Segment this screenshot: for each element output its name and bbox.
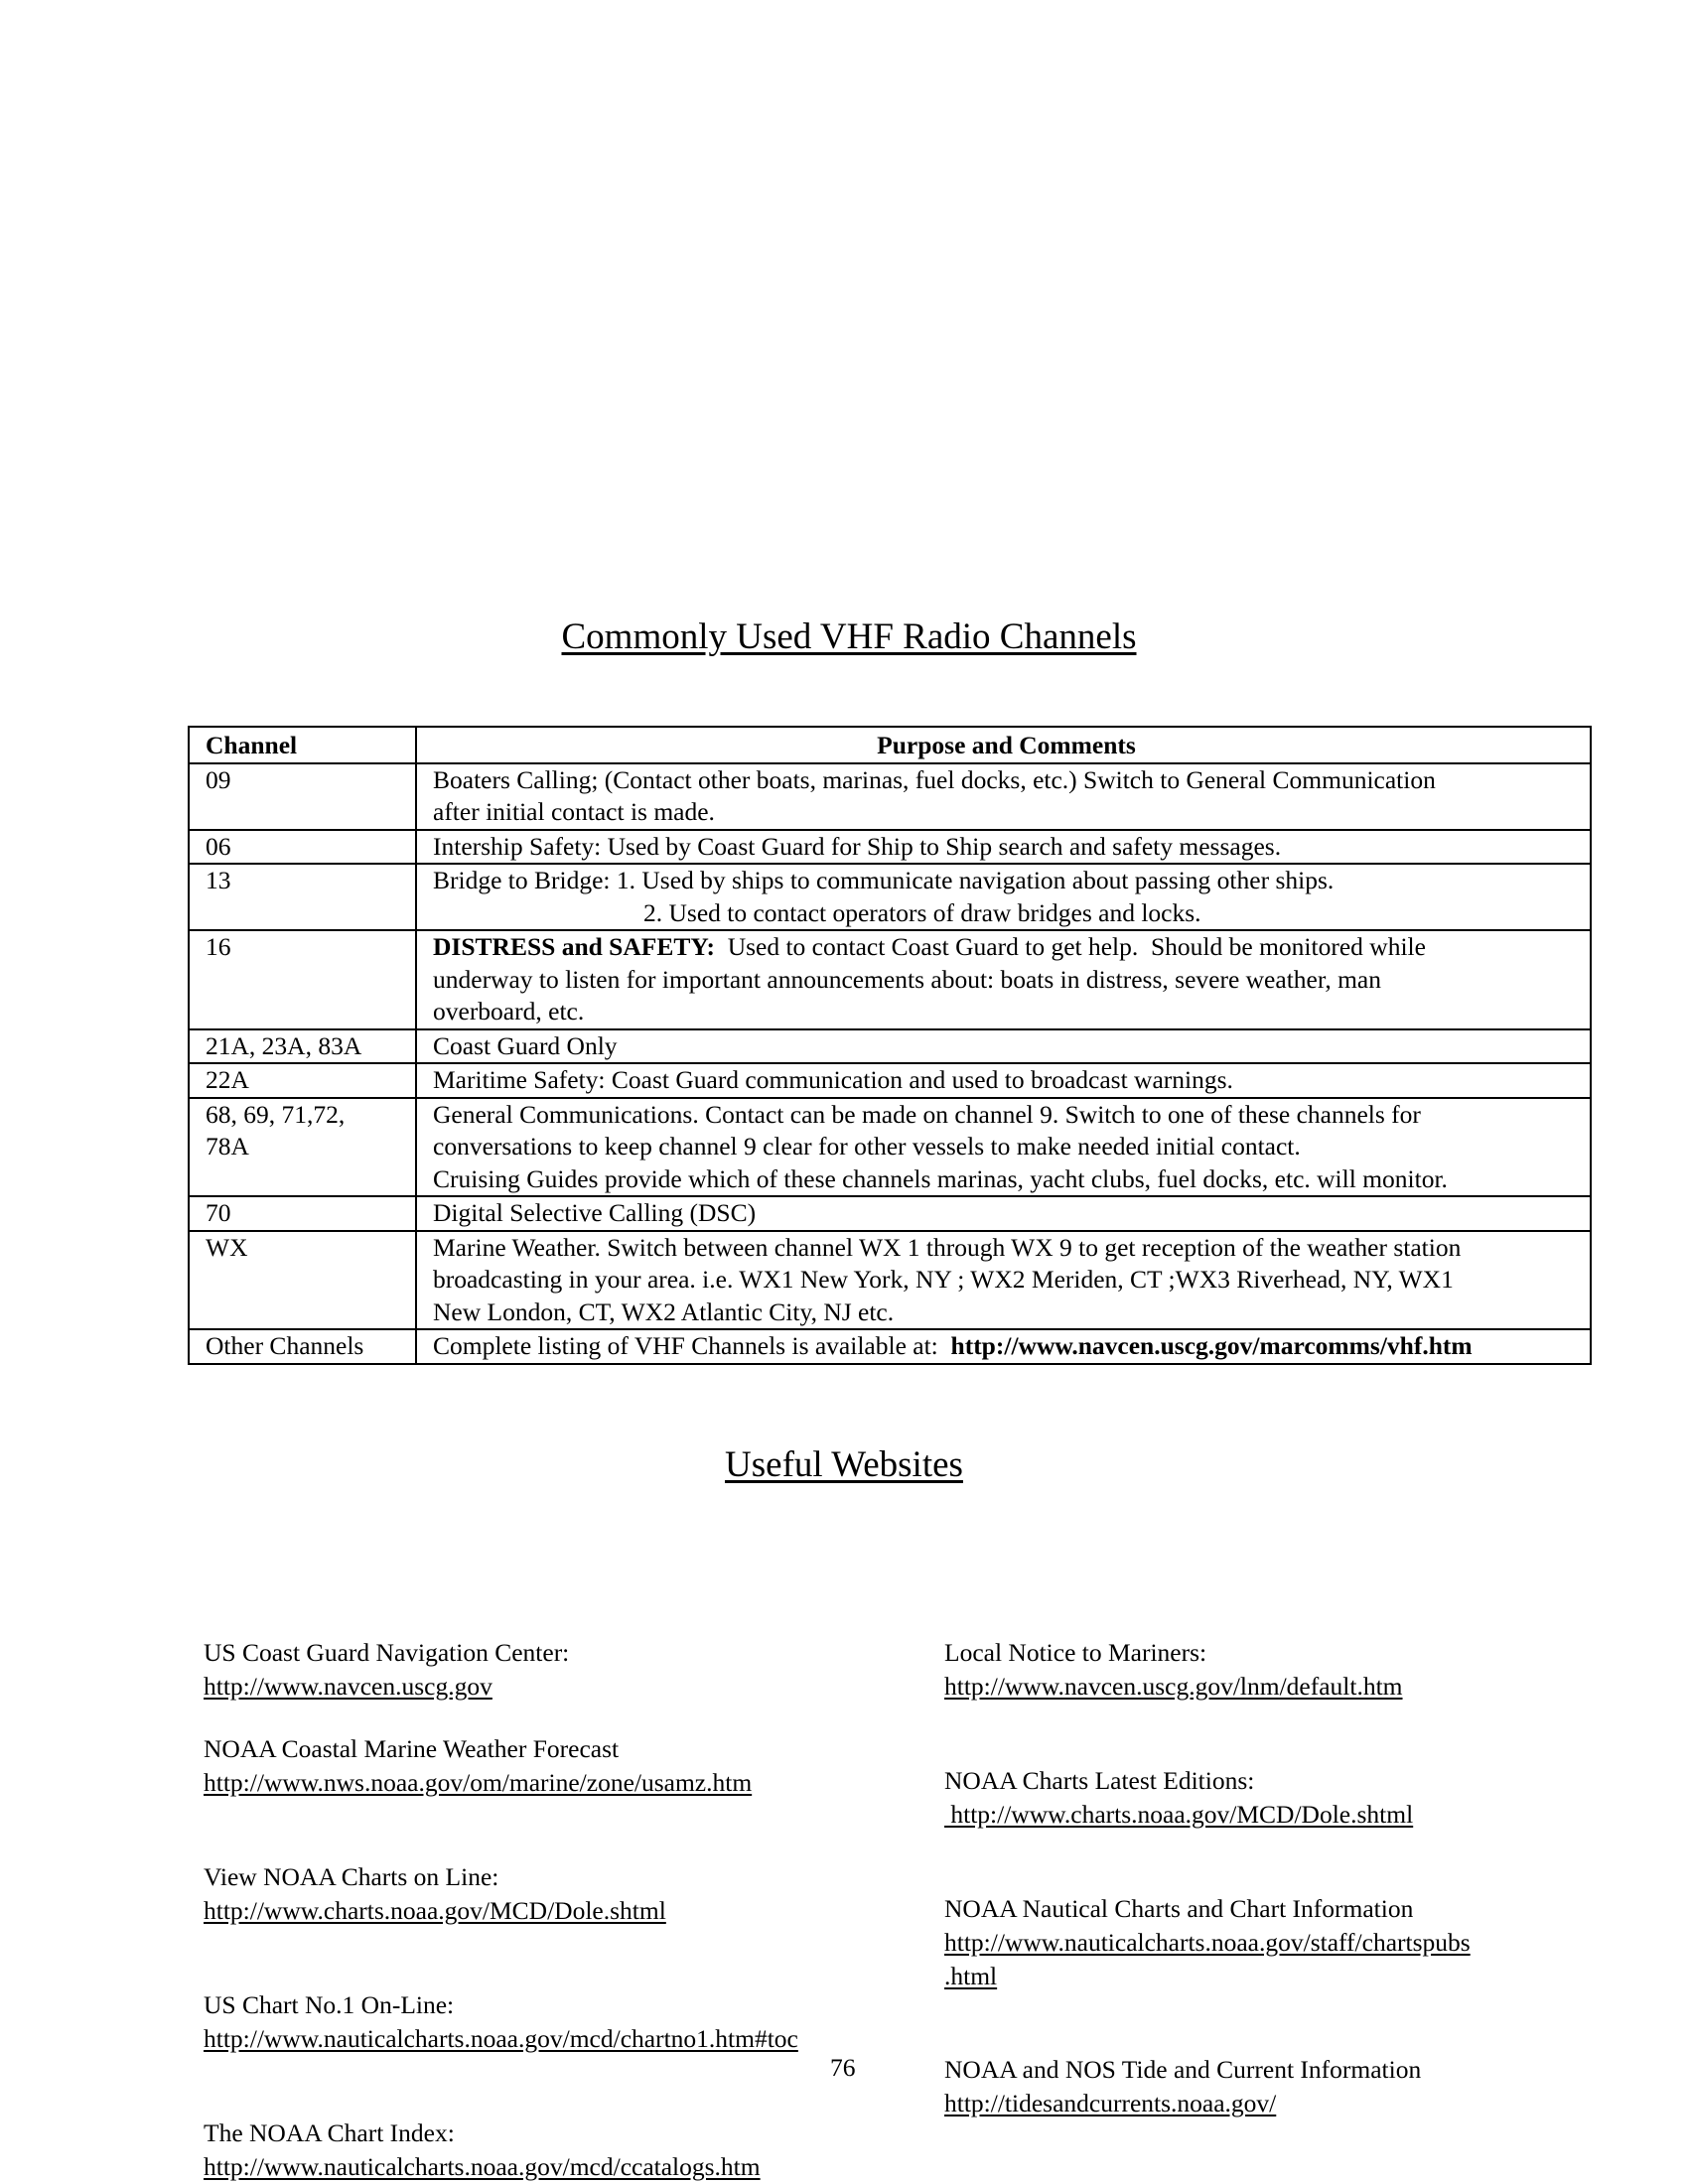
website-us-chart-no1 [204,1988,798,2056]
purpose-line: underway to listen for important announcements about: boats in distress, severe weather, man [433,964,1381,994]
purpose-line: New London, CT, WX2 Atlantic City, NJ etc. [433,1297,895,1326]
website-local-notice-mariners [944,1636,1403,1704]
useful-websites-heading: Useful Websites [725,1444,963,1485]
purpose-cell [416,1063,1591,1098]
channel-cell: 22A [189,1063,416,1098]
channel-line: 68, 69, 71,72, [206,1099,346,1129]
purpose-cell [416,1196,1591,1231]
purpose-cell [416,1329,1591,1364]
table-row [189,763,1591,830]
website-link[interactable]: http://www.navcen.uscg.gov [204,1672,492,1701]
website-noaa-nautical-charts [944,1892,1471,1993]
website-label: The NOAA Chart Index: [204,2118,455,2147]
channel-cell: 70 [189,1196,416,1231]
website-link[interactable]: http://www.nauticalcharts.noaa.gov/mcd/chartno1.htm#toc [204,2024,798,2053]
channel-cell: 13 [189,864,416,930]
channel-line: 78A [206,1132,249,1160]
website-label: NOAA Charts Latest Editions: [944,1766,1255,1795]
website-label: US Coast Guard Navigation Center: [204,1638,570,1667]
table-row [189,1196,1591,1231]
channel-cell: 16 [189,930,416,1029]
website-link-continued[interactable]: .html [944,1962,998,1990]
website-label: View NOAA Charts on Line: [204,1862,499,1891]
purpose-line: Maritime Safety: Coast Guard communication and used to broadcast warnings. [433,1065,1233,1094]
website-link[interactable]: http://www.nws.noaa.gov/om/marine/zone/usamz.htm [204,1768,753,1797]
channel-cell: 06 [189,830,416,865]
purpose-cell [416,930,1591,1029]
purpose-line: after initial contact is made. [433,797,715,826]
purpose-text: Complete listing of VHF Channels is available at: [433,1331,951,1360]
website-noaa-charts-online [204,1860,666,1928]
channel-cell: Other Channels [189,1329,416,1364]
website-label: NOAA Nautical Charts and Chart Information [944,1894,1414,1923]
channel-column-header: Channel [189,727,416,763]
website-link[interactable]: http://www.nauticalcharts.noaa.gov/staff/chartspubs [944,1928,1471,1957]
purpose-line: 2. Used to contact operators of draw bridges and locks. [643,897,1201,927]
channel-cell: 21A, 23A, 83A [189,1029,416,1064]
purpose-line: Coast Guard Only [433,1030,618,1060]
table-header-row [189,727,1591,763]
purpose-line: Intership Safety: Used by Coast Guard for Ship to Ship search and safety messages. [433,831,1282,861]
channel-cell [189,1098,416,1197]
vhf-listing-link[interactable]: http://www.navcen.uscg.gov/marcomms/vhf.htm [950,1331,1473,1360]
website-noaa-weather [204,1732,752,1800]
table-row [189,830,1591,865]
purpose-column-header: Purpose and Comments [416,727,1591,763]
purpose-cell [416,763,1591,830]
vhf-channels-heading: Commonly Used VHF Radio Channels [561,616,1137,657]
website-noaa-chart-index [204,2116,761,2184]
table-row [189,1029,1591,1064]
table-row [189,1063,1591,1098]
purpose-cell [416,864,1591,930]
purpose-line: conversations to keep channel 9 clear for other vessels to make needed initial contact. [433,1132,1301,1160]
purpose-line: Marine Weather. Switch between channel WX 1 through WX 9 to get reception of the weather station [433,1232,1462,1262]
website-link[interactable]: http://www.charts.noaa.gov/MCD/Dole.shtml [204,1896,666,1925]
channel-cell: 09 [189,763,416,830]
purpose-cell [416,1231,1591,1330]
website-link[interactable]: http://www.navcen.uscg.gov/lnm/default.htm [944,1672,1403,1701]
website-label: US Chart No.1 On-Line: [204,1990,455,2019]
purpose-line: broadcasting in your area. i.e. WX1 New York, NY ; WX2 Meriden, CT ;WX3 Riverhead, NY, WX1 [433,1265,1454,1294]
website-tides-currents [944,2053,1421,2120]
purpose-cell [416,1098,1591,1197]
purpose-cell [416,830,1591,865]
website-link[interactable]: http://tidesandcurrents.noaa.gov/ [944,2089,1277,2117]
website-label: NOAA and NOS Tide and Current Information [944,2055,1422,2084]
purpose-line: Boaters Calling; (Contact other boats, marinas, fuel docks, etc.) Switch to General Communication [433,764,1436,794]
distress-label: DISTRESS and SAFETY: [433,932,715,961]
website-label: Local Notice to Mariners: [944,1638,1207,1667]
purpose-line: Cruising Guides provide which of these channels marinas, yacht clubs, fuel docks, etc. will monitor. [433,1163,1448,1193]
table-row [189,930,1591,1029]
table-row [189,1329,1591,1364]
table-row [189,1098,1591,1197]
website-label: NOAA Coastal Marine Weather Forecast [204,1734,620,1763]
channel-cell: WX [189,1231,416,1330]
purpose-cell [416,1029,1591,1064]
website-link[interactable]: http://www.charts.noaa.gov/MCD/Dole.shtml [944,1800,1414,1829]
purpose-line: General Communications. Contact can be made on channel 9. Switch to one of these channels for [433,1099,1421,1129]
purpose-line: overboard, etc. [433,997,585,1025]
table-row [189,1231,1591,1330]
page-number: 76 [830,2053,856,2082]
vhf-channels-table [188,726,1592,1365]
purpose-line: Bridge to Bridge: 1. Used by ships to communicate navigation about passing other ships. [433,866,1335,894]
purpose-text: Used to contact Coast Guard to get help. Should be monitored while [714,932,1426,961]
table-row [189,864,1591,930]
website-link[interactable]: http://www.nauticalcharts.noaa.gov/mcd/ccatalogs.htm [204,2152,761,2181]
website-noaa-charts-latest [944,1764,1413,1832]
purpose-line: Digital Selective Calling (DSC) [433,1198,757,1227]
website-uscg-navcen [204,1636,569,1704]
purpose-line [433,931,1580,964]
